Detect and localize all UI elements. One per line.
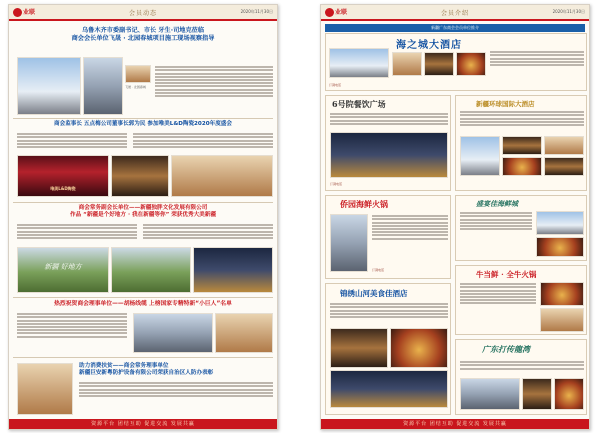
room-photo <box>544 136 584 155</box>
ad-title: 侨园海鲜火锅 <box>340 199 388 209</box>
ad-title: 海之城大酒店 <box>396 40 462 51</box>
lobby-photo <box>502 136 542 155</box>
gala-stage-photo: 唯美L&D陶瓷 <box>17 155 109 197</box>
article-title: 乌鲁木齐市委副书记、市长 牙生·司地克莅临 商会会长单位飞晟 · 北园春城项目施工现场视察指导 <box>71 27 215 42</box>
dish-photo <box>392 52 422 76</box>
issue-date: 2020年11月30日 <box>240 9 273 14</box>
ad-title: 6号院餐饮广场 <box>332 99 386 109</box>
section-name: 会员介绍 <box>440 10 469 17</box>
tower-render-photo <box>83 57 123 115</box>
article-body <box>17 223 137 240</box>
dish-photo <box>554 378 584 410</box>
restaurant-ad <box>455 195 587 261</box>
ad-body <box>460 282 536 306</box>
ad-body <box>330 302 448 319</box>
ad-title: 锦绣山河美食佳酒店 <box>340 289 408 298</box>
newsletter-logo: 业联 <box>325 7 347 17</box>
article-title: 商会常务副会长单位——新疆独胖文化发展有限公司 作品 “新疆是个好地方 · 我在新疆等你” 荣获优秀大美新疆 <box>70 205 216 218</box>
storefront-photo <box>330 214 368 272</box>
award-photo <box>17 363 73 415</box>
dish-photo <box>390 328 448 368</box>
ad-title: 新疆环球国际大酒店 <box>476 100 535 108</box>
page-footer: 资源平台 团结互助 促进交流 发展共赢 <box>321 419 589 429</box>
banquet-photo <box>544 157 584 176</box>
right-page <box>320 4 590 430</box>
restaurant-exterior-photo <box>330 132 448 178</box>
dining-room-photo <box>330 328 388 368</box>
divider <box>13 202 273 203</box>
hotel-ad <box>455 95 587 191</box>
cable-product-photo <box>215 313 273 353</box>
hotpot-photo <box>540 282 584 306</box>
seafood-photo <box>536 237 584 257</box>
article-body <box>17 132 127 149</box>
interior-photo <box>540 308 584 332</box>
hotel-exterior-photo <box>329 48 389 78</box>
ad-title: 盛宴佳海鲜城 <box>476 199 518 208</box>
divider <box>13 297 273 298</box>
restaurant-ad <box>455 339 587 415</box>
phone-label: 订餐电话 <box>329 83 342 87</box>
restaurant-ad <box>325 195 451 279</box>
ad-body <box>490 50 584 67</box>
dining-photo <box>522 378 552 410</box>
ad-body <box>460 360 584 371</box>
restaurant-exterior-photo <box>330 370 448 408</box>
article-title: 助力消费扶贫——商会常务理事单位 新疆巨安新粤防护设备有限公司荣获自治区人防办表彰 <box>79 363 214 376</box>
issue-date: 2020年11月30日 <box>552 9 585 14</box>
newsletter-logo: 业联 <box>13 7 35 17</box>
page-header <box>321 5 589 21</box>
restaurant-ad <box>455 265 587 335</box>
building-photo <box>460 378 520 410</box>
article-title: 热烈祝贺商会理事单位——胡杨线缆 上榜国家专精特新“小巨人”名单 <box>54 301 232 307</box>
ad-body <box>330 112 448 126</box>
article-body <box>17 312 127 339</box>
gala-audience-photo <box>111 155 169 197</box>
phone-label: 订餐电话 <box>330 182 343 186</box>
photo-caption: 飞晟 · 北园春城 <box>125 85 146 89</box>
article-body <box>155 65 273 98</box>
building-photo <box>536 211 584 235</box>
page-header <box>9 5 277 21</box>
ad-title: 广东打传龍湾 <box>482 344 530 354</box>
film-poster-photo: 新疆 好地方 <box>17 247 109 293</box>
article-title: 商会监事长 五点梅公司董事长郭为民 参加唯美L&D陶瓷2020年度盛会 <box>54 121 232 127</box>
ad-body <box>460 211 532 231</box>
inspection-photo <box>17 57 81 115</box>
landscape-photo <box>111 247 191 293</box>
factory-photo <box>133 313 213 353</box>
page-footer: 资源平台 团结互助 促进交流 发展共赢 <box>9 419 277 429</box>
phone-label: 订餐电话 <box>372 268 385 272</box>
divider <box>13 357 273 358</box>
restaurant-ad <box>325 95 451 191</box>
article-body <box>79 381 273 398</box>
hotel-ad <box>325 33 587 91</box>
divider <box>13 118 273 119</box>
dish-photo <box>502 157 542 176</box>
section-name: 会员动态 <box>128 10 157 17</box>
article-body <box>133 132 273 149</box>
dish-photo <box>456 52 486 76</box>
hotel-tower-photo <box>460 136 500 176</box>
ad-title: 牛当鲜 · 全牛火锅 <box>476 270 537 279</box>
restaurant-ad <box>325 283 451 415</box>
banquet-hall-photo <box>424 52 454 76</box>
night-scene-photo <box>193 247 273 293</box>
portrait-photo <box>125 65 151 83</box>
left-page <box>8 4 278 430</box>
ad-body <box>460 110 584 127</box>
article-body <box>143 223 273 240</box>
section-band: 新疆广东商会会员单位推介 <box>325 24 585 32</box>
group-photo <box>171 155 273 197</box>
ad-body <box>372 214 448 241</box>
